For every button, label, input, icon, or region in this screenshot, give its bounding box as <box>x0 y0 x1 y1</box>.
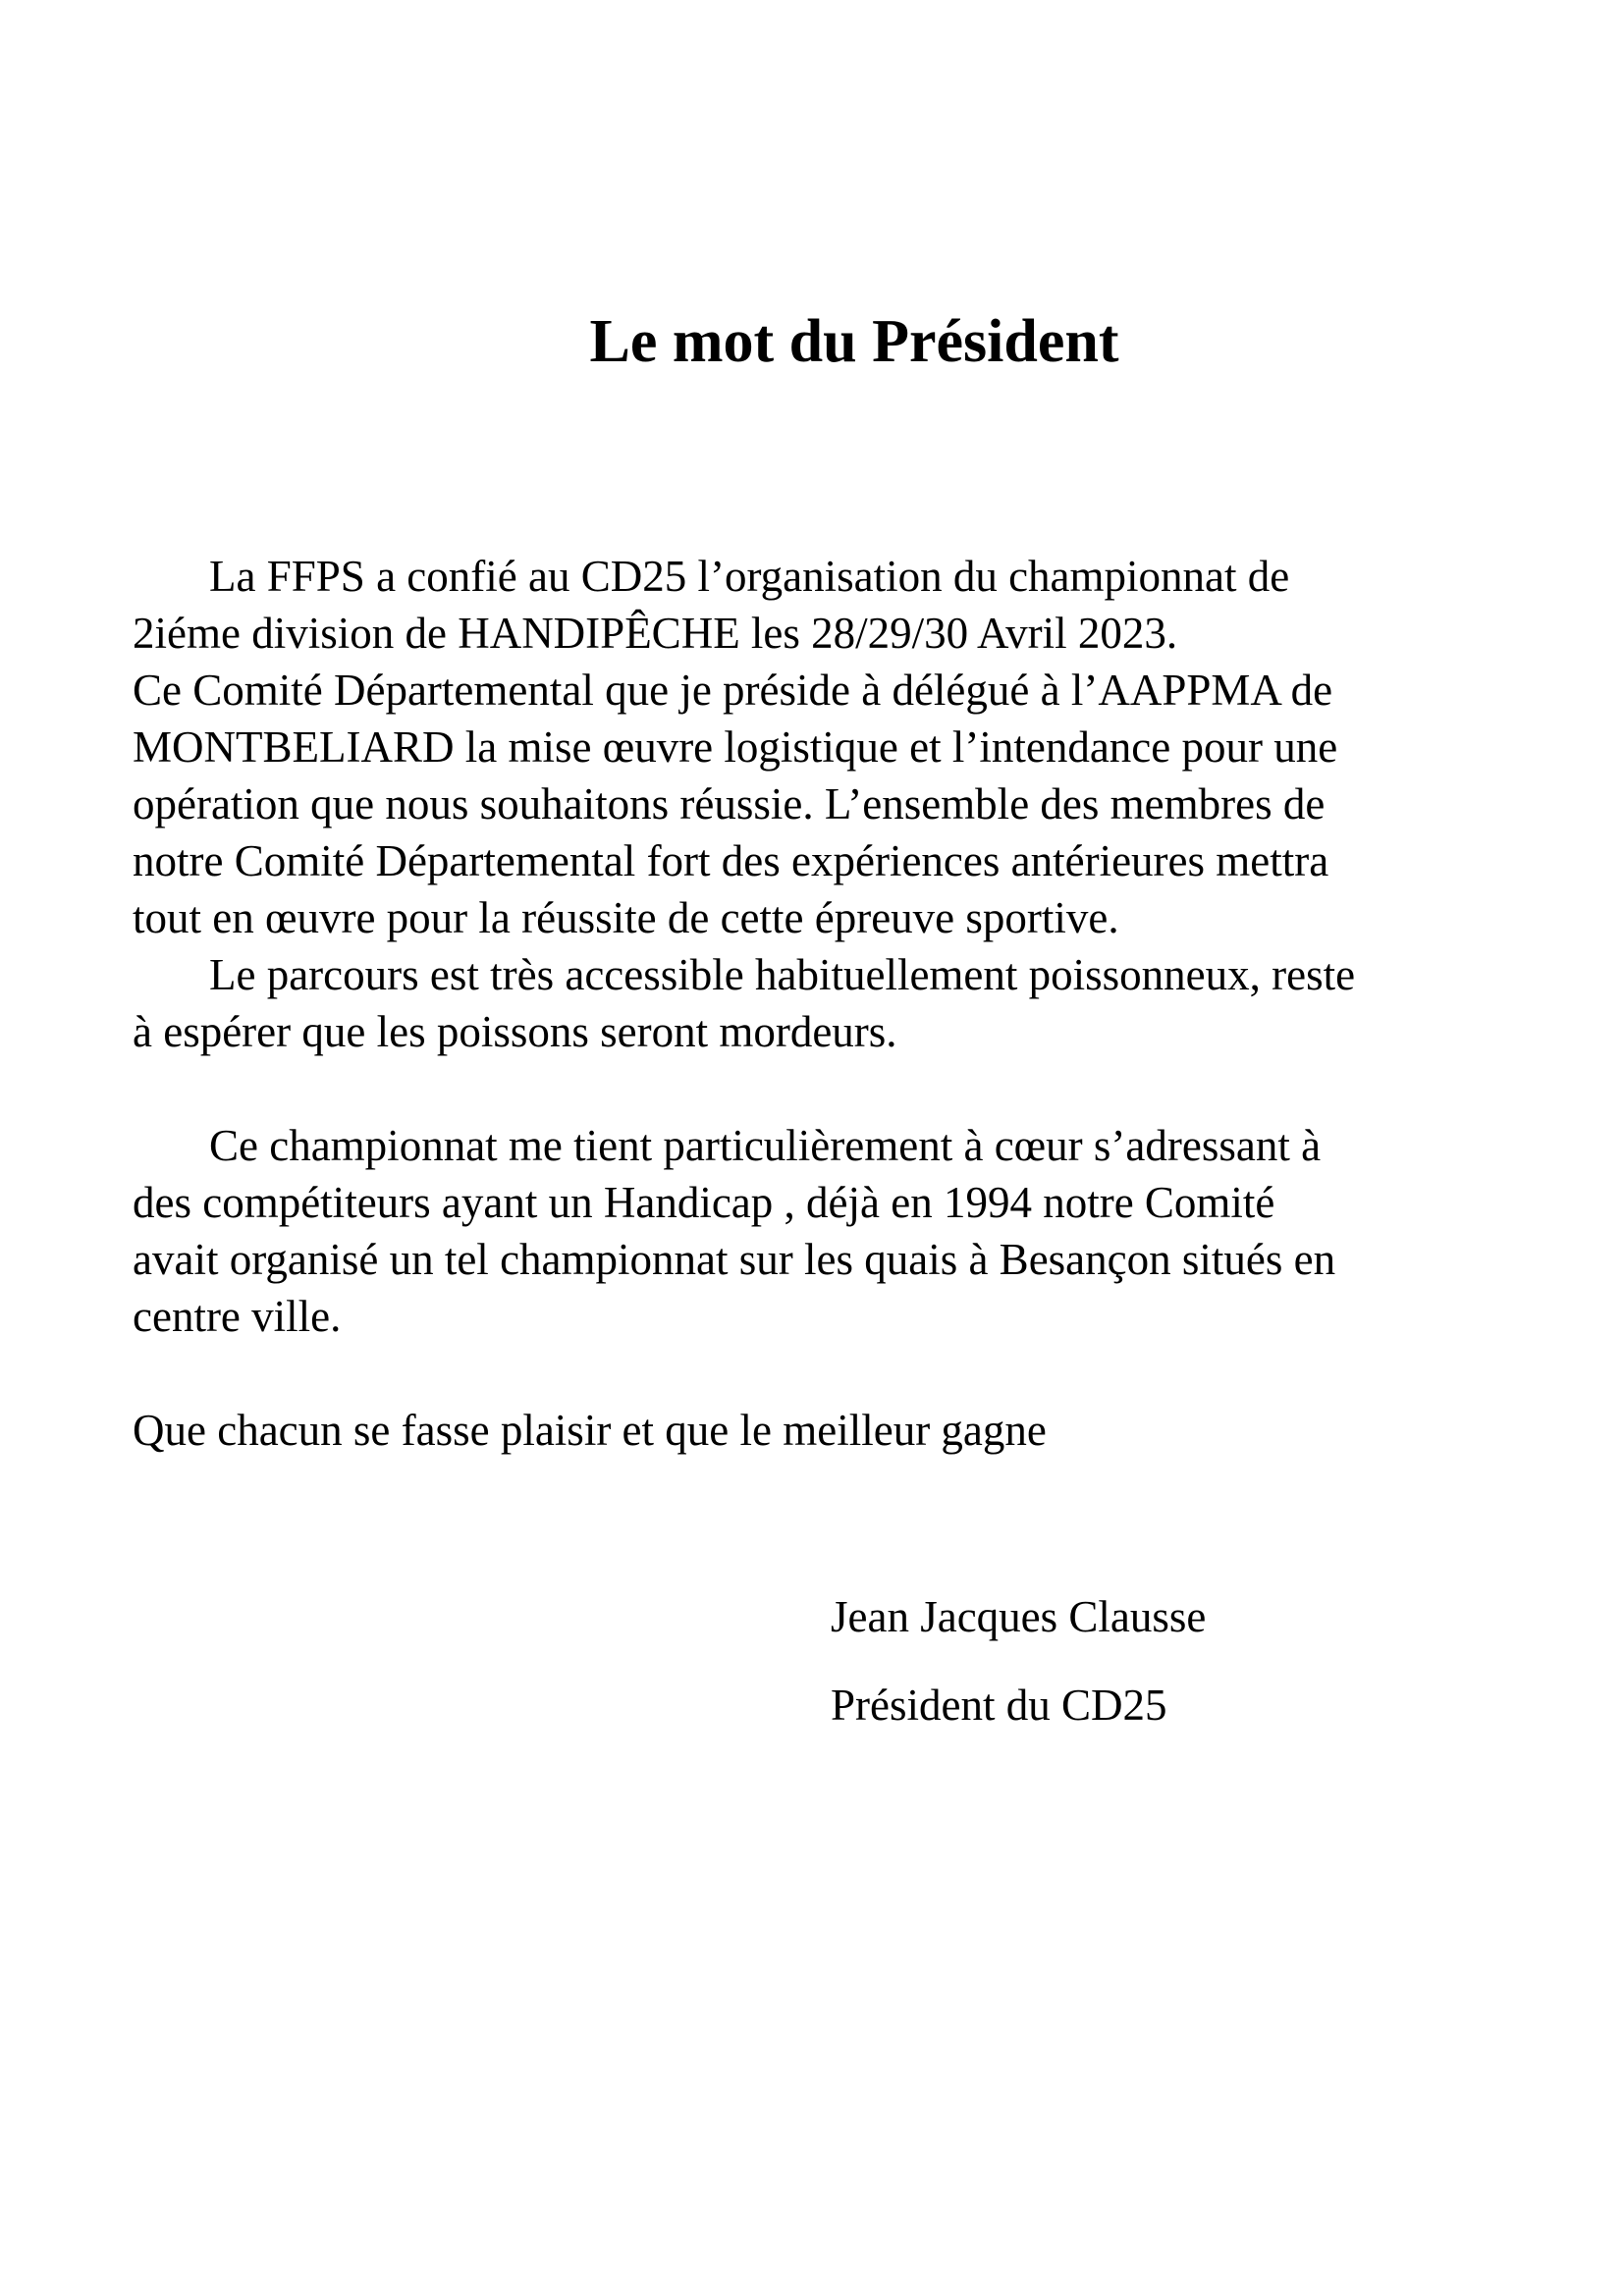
text-line: à espérer que les poissons seront mordeurs. <box>133 1007 897 1056</box>
page-title: Le mot du Président <box>589 308 1119 375</box>
text-line: 2iéme division de HANDIPÊCHE les 28/29/30 Avril 2023. <box>133 609 1178 658</box>
text-line: Ce championnat me tient particulièrement à cœur s’adressant à <box>209 1121 1322 1170</box>
text-line: centre ville. <box>133 1292 342 1341</box>
text-line: Le parcours est très accessible habituellement poissonneux, reste <box>209 950 1356 999</box>
text-line: MONTBELIARD la mise œuvre logistique et l’intendance pour une <box>133 722 1338 772</box>
text-line: Ce Comité Départemental que je préside à délégué à l’AAPPMA de <box>133 666 1333 715</box>
text-line: tout en œuvre pour la réussite de cette épreuve sportive. <box>133 893 1119 942</box>
text-line: notre Comité Départemental fort des expériences antérieures mettra <box>133 836 1329 885</box>
text-line: des compétiteurs ayant un Handicap , déjà en 1994 notre Comité <box>133 1178 1275 1227</box>
text-line: La FFPS a confié au CD25 l’organisation du championnat de <box>209 552 1290 601</box>
closing-line: Que chacun se fasse plaisir et que le meilleur gagne <box>133 1406 1047 1455</box>
signature-name: Jean Jacques Clausse <box>831 1592 1207 1641</box>
text-line: opération que nous souhaitons réussie. L’ensemble des membres de <box>133 779 1326 828</box>
signature-role: Président du CD25 <box>831 1681 1167 1730</box>
text-line: avait organisé un tel championnat sur les quais à Besançon situés en <box>133 1235 1336 1284</box>
